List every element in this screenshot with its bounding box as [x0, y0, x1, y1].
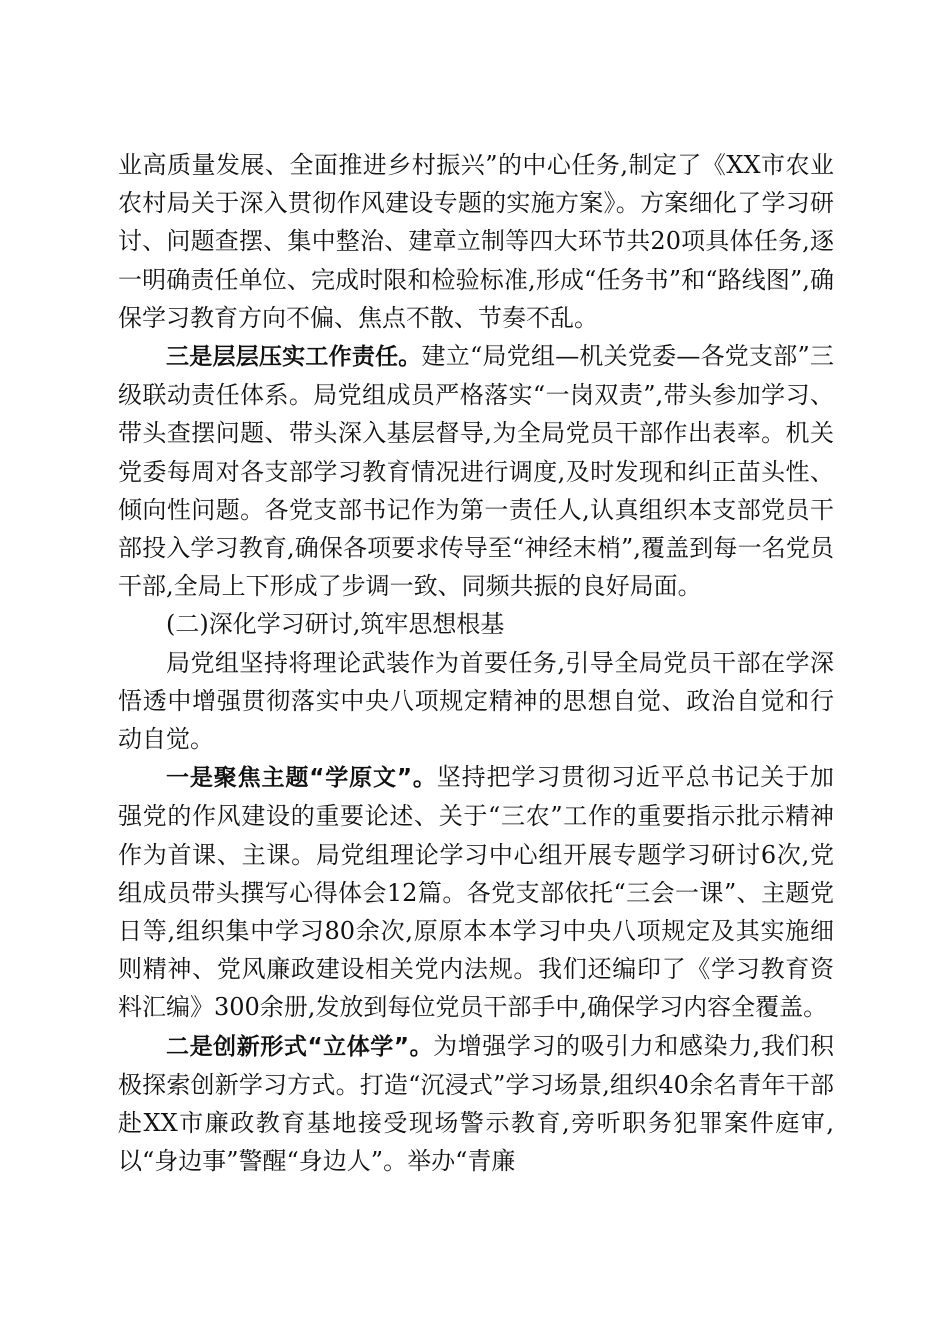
paragraph-4	[118, 644, 834, 759]
paragraph-5	[118, 758, 834, 1026]
paragraph-1	[118, 146, 834, 337]
paragraph-2-text: 建立“局党组—机关党委—各党支部”三级联动责任体系。局党组成员严格落实“一岗双责”,带头参加学习、带头查摆问题、带头深入基层督导,为全局党员干部作出表率。机关党委每周对各支部学习教育情况进行调度,及时发现和纠正苗头性、倾向性问题。各党支部书记作为第一责任人,认真组织本支部党员干部投入学习教育,确保各项要求传导至“神经末梢”,覆盖到每一名党员干部,全局上下形成了步调一致、同频共振的良好局面。	[118, 342, 835, 601]
section-heading: (二)深化学习研讨,筑牢思想根基	[166, 610, 505, 639]
paragraph-2	[118, 337, 834, 605]
document-page	[118, 146, 834, 1180]
paragraph-4-text: 局党组坚持将理论武装作为首要任务,引导全局党员干部在学深悟透中增强贯彻落实中央八项规定精神的思想自觉、政治自觉和行动自觉。	[118, 648, 834, 754]
paragraph-5-text: 坚持把学习贯彻习近平总书记关于加强党的作风建设的重要论述、关于“三农”工作的重要指示批示精神作为首课、主课。局党组理论学习中心组开展专题学习研讨6次,党组成员带头撰写心得体会12篇。各党支部依托“三会一课”、主题党日等,组织集中学习80余次,原原本本学习中央八项规定及其实施细则精神、党风廉政建设相关党内法规。我们还编印了《学习教育资料汇编》300余册,发放到每位党员干部手中,确保学习内容全覆盖。	[118, 763, 834, 1022]
paragraph-6-text: 为增强学习的吸引力和感染力,我们积极探索创新学习方式。打造“沉浸式”学习场景,组织40余名青年干部赴XX市廉政教育基地接受现场警示教育,旁听职务犯罪案件庭审,以“身边事”警醒“身边人”。举办“青廉	[118, 1031, 834, 1176]
paragraph-5-lead: 一是聚焦主题“学原文”。	[166, 765, 437, 792]
paragraph-6	[118, 1027, 834, 1181]
paragraph-1-text: 业高质量发展、全面推进乡村振兴”的中心任务,制定了《XX市农业农村局关于深入贯彻作风建设专题的实施方案》。方案细化了学习研讨、问题查摆、集中整治、建章立制等四大环节共20项具体任务,逐一明确责任单位、完成时限和检验标准,形成“任务书”和“路线图”,确保学习教育方向不偏、焦点不散、节奏不乱。	[118, 151, 834, 332]
paragraph-2-lead: 三是层层压实工作责任。	[166, 344, 422, 371]
paragraph-6-lead: 二是创新形式“立体学”。	[166, 1033, 434, 1060]
